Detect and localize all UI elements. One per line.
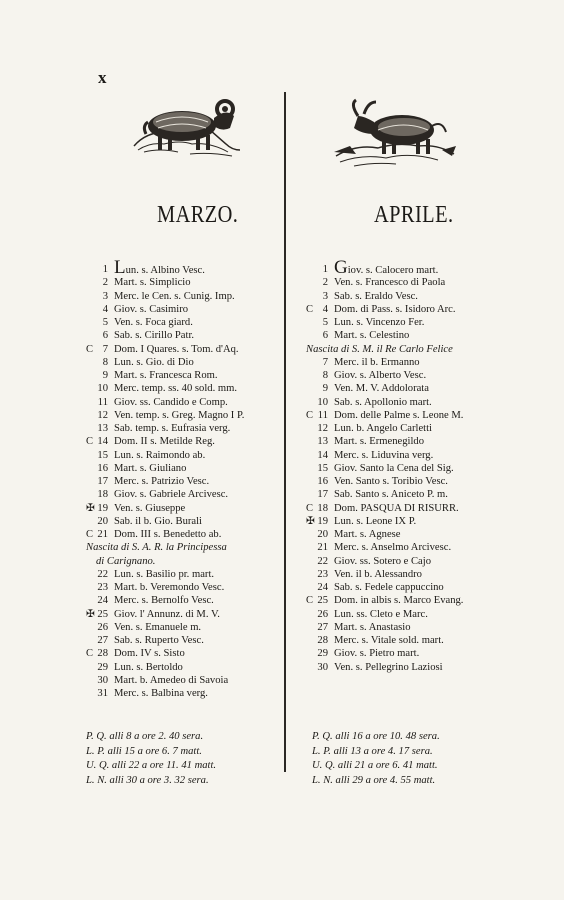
- calendar-day-row: [306, 528, 502, 541]
- column-divider: [284, 92, 286, 772]
- calendar-day-row: [306, 329, 502, 342]
- calendar-day-row: [86, 343, 282, 356]
- day-entry: Sab. Santo s. Aniceto P. m.: [334, 489, 448, 501]
- day-entry: Sab. s. Eraldo Vesc.: [334, 290, 418, 302]
- month-title-april: APRILE.: [374, 202, 454, 228]
- day-entry: Sab. s. Fedele cappuccino: [334, 582, 444, 593]
- calendar-day-row: [306, 396, 502, 409]
- march-moon-phases: [86, 730, 216, 788]
- calendar-day-row: [86, 409, 282, 422]
- moon-phase-last-quarter: U. Q. alli 22 a ore 11. 41 matt.: [86, 760, 217, 771]
- calendar-day-row: [86, 382, 282, 395]
- day-number: 15: [317, 462, 328, 474]
- sunday-mark: C: [306, 409, 314, 421]
- calendar-day-row: [86, 396, 282, 409]
- calendar-day-row: [306, 449, 502, 462]
- day-entry: Merc. s. Vitale sold. mart.: [334, 635, 444, 646]
- calendar-note: [86, 555, 282, 568]
- day-number: 20: [97, 515, 108, 527]
- day-number: 19: [317, 515, 328, 527]
- calendar-day-row: [306, 541, 502, 554]
- calendar-day-row: [86, 621, 282, 634]
- day-entry: Lun. s. Bertoldo: [114, 661, 183, 673]
- day-entry: Sab. temp. s. Eufrasia verg.: [114, 423, 231, 434]
- calendar-day-row: [86, 608, 282, 621]
- initial-letter: G: [334, 257, 348, 278]
- sunday-mark: C: [306, 303, 314, 315]
- day-number: 20: [317, 529, 328, 540]
- calendar-day-row: [86, 502, 282, 515]
- calendar-day-row: [306, 608, 502, 621]
- sunday-mark: C: [86, 529, 94, 540]
- calendar-day-row: [86, 475, 282, 488]
- day-number: 24: [97, 595, 108, 607]
- calendar-day-row: [86, 449, 282, 462]
- aries-ram-vignette: [130, 92, 242, 166]
- calendar-day-row: [86, 422, 282, 435]
- day-entry: Giov. s. Gabriele Arcivesc.: [114, 489, 229, 501]
- day-number: 13: [317, 436, 328, 448]
- day-entry: Mart. b. Veremondo Vesc.: [114, 582, 225, 593]
- day-number: 29: [317, 648, 328, 660]
- day-entry: Sab. il b. Gio. Burali: [114, 515, 202, 527]
- feast-cross-icon: ✠: [86, 502, 95, 514]
- calendar-day-row: [306, 303, 502, 316]
- day-number: 29: [97, 661, 108, 673]
- day-number: 17: [97, 476, 108, 487]
- day-entry: Sab. s. Ruperto Vesc.: [114, 635, 204, 646]
- calendar-note: [306, 343, 502, 356]
- calendar-day-row: [86, 316, 282, 329]
- day-number: 2: [322, 277, 328, 289]
- day-number: 7: [102, 343, 108, 355]
- calendar-day-row: [86, 462, 282, 475]
- day-entry: Dom. III s. Benedetto ab.: [114, 529, 222, 540]
- day-number: 12: [97, 409, 108, 421]
- day-entry: Dom. IV s. Sisto: [114, 648, 185, 660]
- day-number: 5: [322, 317, 328, 328]
- day-entry: Mart. s. Francesca Rom.: [114, 370, 218, 381]
- moon-phase-first-quarter: P. Q. alli 8 a ore 2. 40 sera.: [86, 731, 204, 742]
- calendar-day-row: [306, 409, 502, 422]
- sunday-mark: C: [86, 648, 94, 660]
- sunday-mark: C: [86, 436, 94, 448]
- day-number: 21: [317, 542, 328, 554]
- calendar-day-row: [86, 594, 282, 607]
- calendar-day-row: [86, 435, 282, 448]
- day-number: 4: [102, 303, 108, 315]
- day-entry: Merc. il b. Ermanno: [334, 356, 420, 368]
- day-entry-text: iov. s. Calocero mart.: [347, 265, 439, 276]
- day-entry: Merc. s. Balbina verg.: [114, 688, 208, 699]
- initial-letter: L: [114, 257, 126, 278]
- day-entry: Ven. s. Giuseppe: [114, 502, 186, 514]
- sunday-mark: C: [306, 595, 314, 607]
- day-number: 12: [317, 423, 328, 434]
- day-entry: Giov. ss. Sotero e Cajo: [334, 555, 432, 567]
- day-entry: Dom. delle Palme s. Leone M.: [334, 409, 464, 421]
- day-entry: [114, 257, 205, 278]
- calendar-day-row: [86, 303, 282, 316]
- calendar-day-row: [306, 515, 502, 528]
- day-number: 27: [97, 635, 108, 646]
- day-entry: Giov. ss. Candido e Comp.: [114, 396, 228, 408]
- day-number: 30: [317, 661, 328, 673]
- day-entry: Dom. in albis s. Marco Evang.: [334, 595, 464, 607]
- day-entry: Mart. s. Celestino: [334, 330, 410, 342]
- day-number: 28: [317, 635, 328, 646]
- calendar-day-row: [306, 488, 502, 501]
- day-entry: Ven. s. Foca giard.: [114, 317, 193, 328]
- calendar-day-row: [306, 356, 502, 369]
- day-entry: Mart. s. Agnese: [334, 529, 401, 540]
- day-number: 10: [97, 383, 108, 395]
- day-entry: Merc. s. Anselmo Arcivesc.: [334, 542, 452, 554]
- day-entry: Ven. temp. s. Greg. Magno I P.: [114, 409, 245, 421]
- calendar-day-row: [86, 515, 282, 528]
- day-entry: Dom. II s. Metilde Reg.: [114, 436, 215, 448]
- day-entry: Ven. s. Pellegrino Laziosi: [334, 661, 443, 673]
- calendar-day-row: [86, 674, 282, 687]
- moon-phase-full-moon: L. P. alli 13 a ore 4. 17 sera.: [312, 745, 433, 757]
- day-entry: Merc. s. Bernolfo Vesc.: [114, 595, 214, 607]
- calendar-day-row: [306, 369, 502, 382]
- calendar-day-row: [306, 647, 502, 660]
- sunday-mark: C: [86, 343, 94, 355]
- calendar-day-row: [306, 316, 502, 329]
- calendar-day-row: [306, 290, 502, 303]
- day-number: 24: [317, 582, 328, 593]
- day-number: 18: [317, 502, 328, 514]
- day-number: 26: [317, 608, 328, 620]
- day-number: 2: [102, 277, 108, 289]
- day-number: 1: [102, 264, 108, 275]
- calendar-day-row: [306, 634, 502, 647]
- moon-phase-new-moon: L. N. alli 29 a ore 4. 55 matt.: [312, 774, 436, 786]
- day-number: 23: [97, 582, 108, 593]
- feast-cross-icon: ✠: [306, 515, 315, 527]
- calendar-note-text: di Carignano.: [96, 555, 156, 567]
- day-entry: Lun. s. Raimondo ab.: [114, 449, 206, 461]
- march-calendar: [86, 257, 282, 700]
- taurus-bull-vignette: [334, 94, 456, 172]
- calendar-day-row: [86, 647, 282, 660]
- day-entry: Merc. s. Patrizio Vesc.: [114, 476, 210, 487]
- calendar-day-row: [306, 661, 502, 674]
- day-number: 5: [102, 317, 108, 328]
- calendar-day-row: [306, 568, 502, 581]
- calendar-day-row: [306, 435, 502, 448]
- day-entry: Merc. temp. ss. 40 sold. mm.: [114, 383, 237, 395]
- day-number: 3: [322, 290, 328, 302]
- calendar-day-row: [86, 290, 282, 303]
- feast-cross-icon: ✠: [86, 608, 95, 620]
- calendar-day-row: [306, 581, 502, 594]
- calendar-day-row: [306, 462, 502, 475]
- day-number: 11: [97, 396, 108, 408]
- calendar-day-row: [86, 369, 282, 382]
- calendar-note-text: Nascita di S. M. il Re Carlo Felice: [306, 343, 453, 355]
- day-entry: Ven. il b. Alessandro: [334, 568, 422, 580]
- calendar-day-row: [86, 581, 282, 594]
- day-entry: Mart. b. Amedeo di Savoia: [114, 674, 229, 686]
- day-number: 14: [317, 449, 328, 461]
- calendar-note: [86, 541, 282, 554]
- day-entry: Mart. s. Giuliano: [114, 462, 187, 474]
- calendar-day-row: [86, 661, 282, 674]
- day-entry: Ven. s. Francesco di Paola: [334, 277, 446, 289]
- day-number: 8: [322, 370, 328, 381]
- day-entry: Dom. di Pass. s. Isidoro Arc.: [334, 303, 456, 315]
- moon-phase-last-quarter: U. Q. alli 21 a ore 6. 41 matt.: [312, 760, 438, 771]
- page-mark: x: [98, 68, 107, 87]
- day-number: 4: [322, 303, 328, 315]
- day-entry: Lun. b. Angelo Carletti: [334, 423, 432, 434]
- day-number: 14: [97, 436, 108, 448]
- day-entry: Merc. s. Liduvina verg.: [334, 449, 434, 461]
- day-entry: Sab. s. Apollonio mart.: [334, 396, 432, 408]
- day-entry: Giov. s. Casimiro: [114, 303, 189, 315]
- day-number: 22: [317, 555, 328, 567]
- april-calendar: [306, 257, 502, 674]
- calendar-day-row: [86, 356, 282, 369]
- sunday-mark: C: [306, 502, 314, 514]
- day-entry: Lun. s. Vincenzo Fer.: [334, 317, 425, 328]
- day-entry: Dom. I Quares. s. Tom. d'Aq.: [114, 343, 239, 355]
- day-entry: Ven. s. Emanuele m.: [114, 621, 202, 633]
- day-number: 16: [97, 462, 108, 474]
- day-number: 15: [97, 449, 108, 461]
- day-entry: Mart. s. Ermenegildo: [334, 436, 425, 448]
- day-entry: Giov. s. Alberto Vesc.: [334, 370, 427, 381]
- day-number: 25: [317, 595, 328, 607]
- day-number: 30: [97, 674, 108, 686]
- day-entry: Dom. PASQUA DI RISURR.: [334, 502, 459, 514]
- day-number: 7: [322, 356, 328, 368]
- calendar-day-row: [86, 329, 282, 342]
- calendar-day-row: [306, 382, 502, 395]
- calendar-day-row: [86, 276, 282, 289]
- day-number: 18: [97, 489, 108, 501]
- day-number: 27: [317, 621, 328, 633]
- day-entry: Lun. s. Gio. di Dio: [114, 356, 194, 368]
- day-entry: Lun. ss. Cleto e Marc.: [334, 608, 428, 620]
- day-number: 31: [97, 688, 108, 699]
- calendar-day-row: [306, 555, 502, 568]
- moon-phase-new-moon: L. N. alli 30 a ore 3. 32 sera.: [86, 774, 209, 786]
- day-entry: Mart. s. Anastasio: [334, 621, 411, 633]
- day-entry: Ven. Santo s. Toribio Vesc.: [334, 476, 448, 487]
- day-number: 17: [317, 489, 328, 501]
- day-number: 16: [317, 476, 328, 487]
- day-entry: [334, 257, 439, 278]
- day-number: 3: [102, 290, 108, 302]
- moon-phase-full-moon: L. P. alli 15 a ore 6. 7 matt.: [86, 745, 202, 757]
- day-number: 6: [102, 330, 108, 342]
- day-entry: Giov. s. Pietro mart.: [334, 648, 420, 660]
- day-entry: Lun. s. Leone IX P.: [334, 515, 417, 527]
- calendar-day-row: [306, 621, 502, 634]
- day-number: 13: [97, 423, 108, 434]
- day-number: 23: [317, 568, 328, 580]
- calendar-day-row: [306, 257, 502, 278]
- day-number: 9: [102, 370, 108, 381]
- month-title-march: MARZO.: [157, 202, 239, 228]
- april-moon-phases: [312, 730, 440, 788]
- day-number: 21: [97, 529, 108, 540]
- day-entry: Giov. l' Annunz. di M. V.: [114, 608, 220, 620]
- day-number: 25: [97, 608, 108, 620]
- calendar-day-row: [86, 687, 282, 700]
- day-entry: Giov. Santo la Cena del Sig.: [334, 462, 454, 474]
- calendar-day-row: [86, 568, 282, 581]
- calendar-day-row: [306, 475, 502, 488]
- calendar-day-row: [86, 488, 282, 501]
- day-entry: Mart. s. Simplicio: [114, 277, 191, 289]
- day-number: 22: [97, 568, 108, 580]
- calendar-day-row: [306, 594, 502, 607]
- calendar-note-text: Nascita di S. A. R. la Principessa: [86, 542, 227, 554]
- day-number: 6: [322, 330, 328, 342]
- calendar-day-row: [86, 257, 282, 278]
- day-entry: Sab. s. Cirillo Patr.: [114, 330, 195, 342]
- calendar-day-row: [86, 634, 282, 647]
- calendar-day-row: [306, 276, 502, 289]
- day-entry: Lun. s. Basilio pr. mart.: [114, 568, 215, 580]
- moon-phase-first-quarter: P. Q. alli 16 a ore 10. 48 sera.: [312, 731, 440, 742]
- calendar-day-row: [306, 502, 502, 515]
- day-number: 11: [317, 409, 328, 421]
- calendar-day-row: [306, 422, 502, 435]
- day-number: 28: [97, 648, 108, 660]
- day-number: 9: [322, 383, 328, 395]
- day-number: 1: [322, 264, 328, 275]
- day-number: 8: [102, 356, 108, 368]
- day-number: 10: [317, 396, 328, 408]
- day-entry: Merc. le Cen. s. Cunig. Imp.: [114, 290, 235, 302]
- day-entry: Ven. M. V. Addolorata: [334, 383, 429, 395]
- day-number: 26: [97, 621, 108, 633]
- day-number: 19: [97, 502, 108, 514]
- calendar-day-row: [86, 528, 282, 541]
- day-entry-text: un. s. Albino Vesc.: [125, 265, 205, 276]
